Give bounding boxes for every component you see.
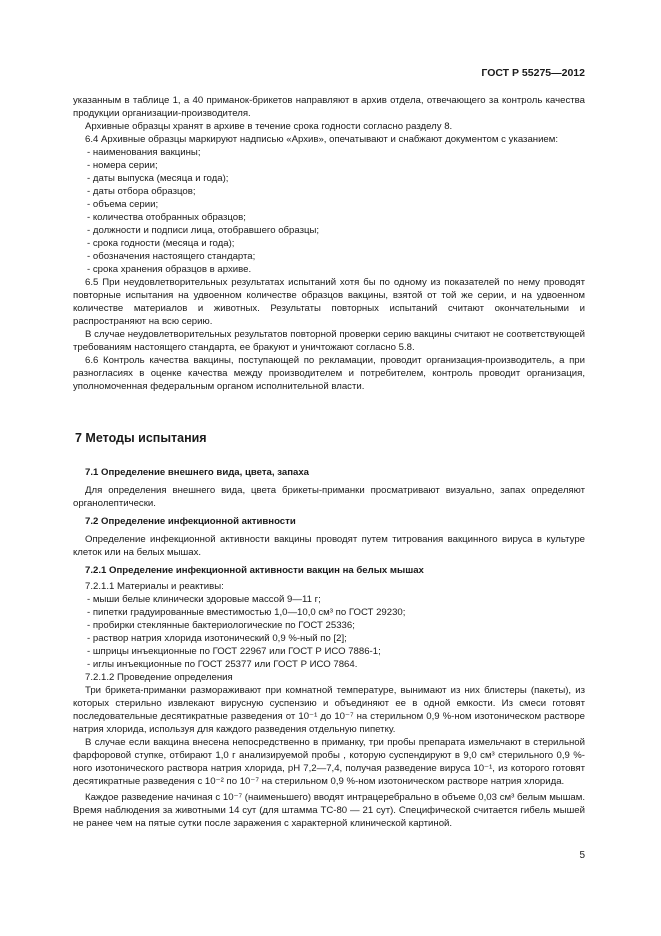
list-item: - количества отобранных образцов; [87, 212, 246, 223]
heading-7-2: 7.2 Определение инфекционной активности [85, 516, 296, 527]
list-item: - даты отбора образцов; [87, 186, 196, 197]
list-item: - объема серии; [87, 199, 159, 210]
paragraph: Определение инфекционной активности вакцины проводят путем титрования вакцинного вируса в культуре клеток или на белых мышах. [73, 534, 585, 558]
paragraph: 7.2.1.1 Материалы и реактивы: [85, 581, 224, 592]
section-7-title: 7 Методы испытания [75, 431, 207, 445]
list-item: - номера серии; [87, 160, 158, 171]
list-item: - шприцы инъекционные по ГОСТ 22967 или ГОСТ Р ИСО 7886-1; [87, 646, 381, 657]
list-item: - срока годности (месяца и года); [87, 238, 235, 249]
paragraph: 7.2.1.2 Проведение определения [85, 672, 233, 683]
list-item: - должности и подписи лица, отобравшего образцы; [87, 225, 320, 236]
paragraph: В случае неудовлетворительных результатов повторной проверки серию вакцины считают не соответствующей требованиям настоящего стандарта, ее бракуют и уничтожают согласно 5.8. [73, 329, 585, 353]
paragraph-6-5: 6.5 При неудовлетворительных результатах испытаний хотя бы по одному из показателей по нему проводят повторные испытания на удвоенном количестве образцов вакцины, взятой от той же серии, и на удвоенном количестве материалов и животных. Результаты повторных испытаний считают окончательными и распространяют на всю серию. [73, 277, 585, 327]
list-item: - иглы инъекционные по ГОСТ 25377 или ГОСТ Р ИСО 7864. [87, 659, 358, 670]
list-item: - даты выпуска (месяца и года); [87, 173, 229, 184]
list-item: - мыши белые клинически здоровые массой 9—11 г; [87, 594, 321, 605]
section-6-continued [73, 94, 585, 393]
list-item: - раствор натрия хлорида изотонический 0,9 %-ный по [2]; [87, 633, 347, 644]
list-item: - срока хранения образцов в архиве. [87, 264, 252, 275]
paragraph-6-4: 6.4 Архивные образцы маркируют надписью «Архив», опечатывают и снабжают документом с указанием: [85, 134, 559, 145]
paragraph: указанным в таблице 1, а 40 приманок-брикетов направляют в архив отдела, отвечающего за контроль качества продукции организации-производителя. [73, 95, 585, 119]
document-header: ГОСТ Р 55275—2012 [481, 67, 585, 79]
paragraph-6-6: 6.6 Контроль качества вакцины, поступающей по рекламации, проводит организация-производитель, а при разногласиях в оценке качества между производителем и потребителем, контроль проводит организация, уполномоченная федеральным органом исполнительной власти. [73, 355, 585, 392]
list-item: - наименования вакцины; [87, 147, 201, 158]
heading-7-2-1: 7.2.1 Определение инфекционной активности вакцин на белых мышах [85, 565, 424, 576]
page-number: 5 [579, 850, 585, 861]
document-page [73, 0, 585, 936]
list-item: - пипетки градуированные вместимостью 1,0—10,0 см³ по ГОСТ 29230; [87, 607, 406, 618]
list-item: - обозначения настоящего стандарта; [87, 251, 256, 262]
list-item: - пробирки стеклянные бактериологические по ГОСТ 25336; [87, 620, 355, 631]
paragraph: Три брикета-приманки размораживают при комнатной температуре, вынимают из них блистеры (пакеты), из которых стерильно извлекают вирусную суспензию и объединяют ее в одной емкости. Из смеси готовят последовательные десятикратные разведения от 10⁻¹ до 10⁻⁷ на стерильном 0,9 %-ном изотоническом растворе натрия хлорида, используя для каждого разведения отдельную пипетку. [73, 685, 585, 735]
heading-7-1: 7.1 Определение внешнего вида, цвета, запаха [85, 467, 310, 478]
paragraph: Каждое разведение начиная с 10⁻⁷ (наименьшего) вводят интрацеребрально в объеме 0,03 см³ белым мышам. Время наблюдения за животными 14 сут (для штамма ТС-80 — 21 сут). Специфической считается гибель мышей не ранее чем на пятые сутки после заражения с характерной клинической картиной. [73, 792, 585, 829]
paragraph: Для определения внешнего вида, цвета брикеты-приманки просматривают визуально, запах определяют органолептически. [73, 485, 585, 509]
paragraph: В случае если вакцина внесена непосредственно в приманку, три пробы препарата измельчают в стерильной фарфоровой ступке, отбирают 1,0 г анализируемой пробы , которую суспендируют в 9,0 см³ стерильного 0,9 %-ного изотонического раствора натрия хлорида, рН 7,2—7,4, получая разведение вируса 10⁻¹, из которого готовят десятикратные разведения с 10⁻² по 10⁻⁷ на стерильном 0,9 %-ном изотоническом растворе натрия хлорида. [73, 737, 585, 787]
paragraph: Архивные образцы хранят в архиве в течение срока годности согласно разделу 8. [85, 121, 453, 132]
section-7-body [73, 466, 585, 830]
